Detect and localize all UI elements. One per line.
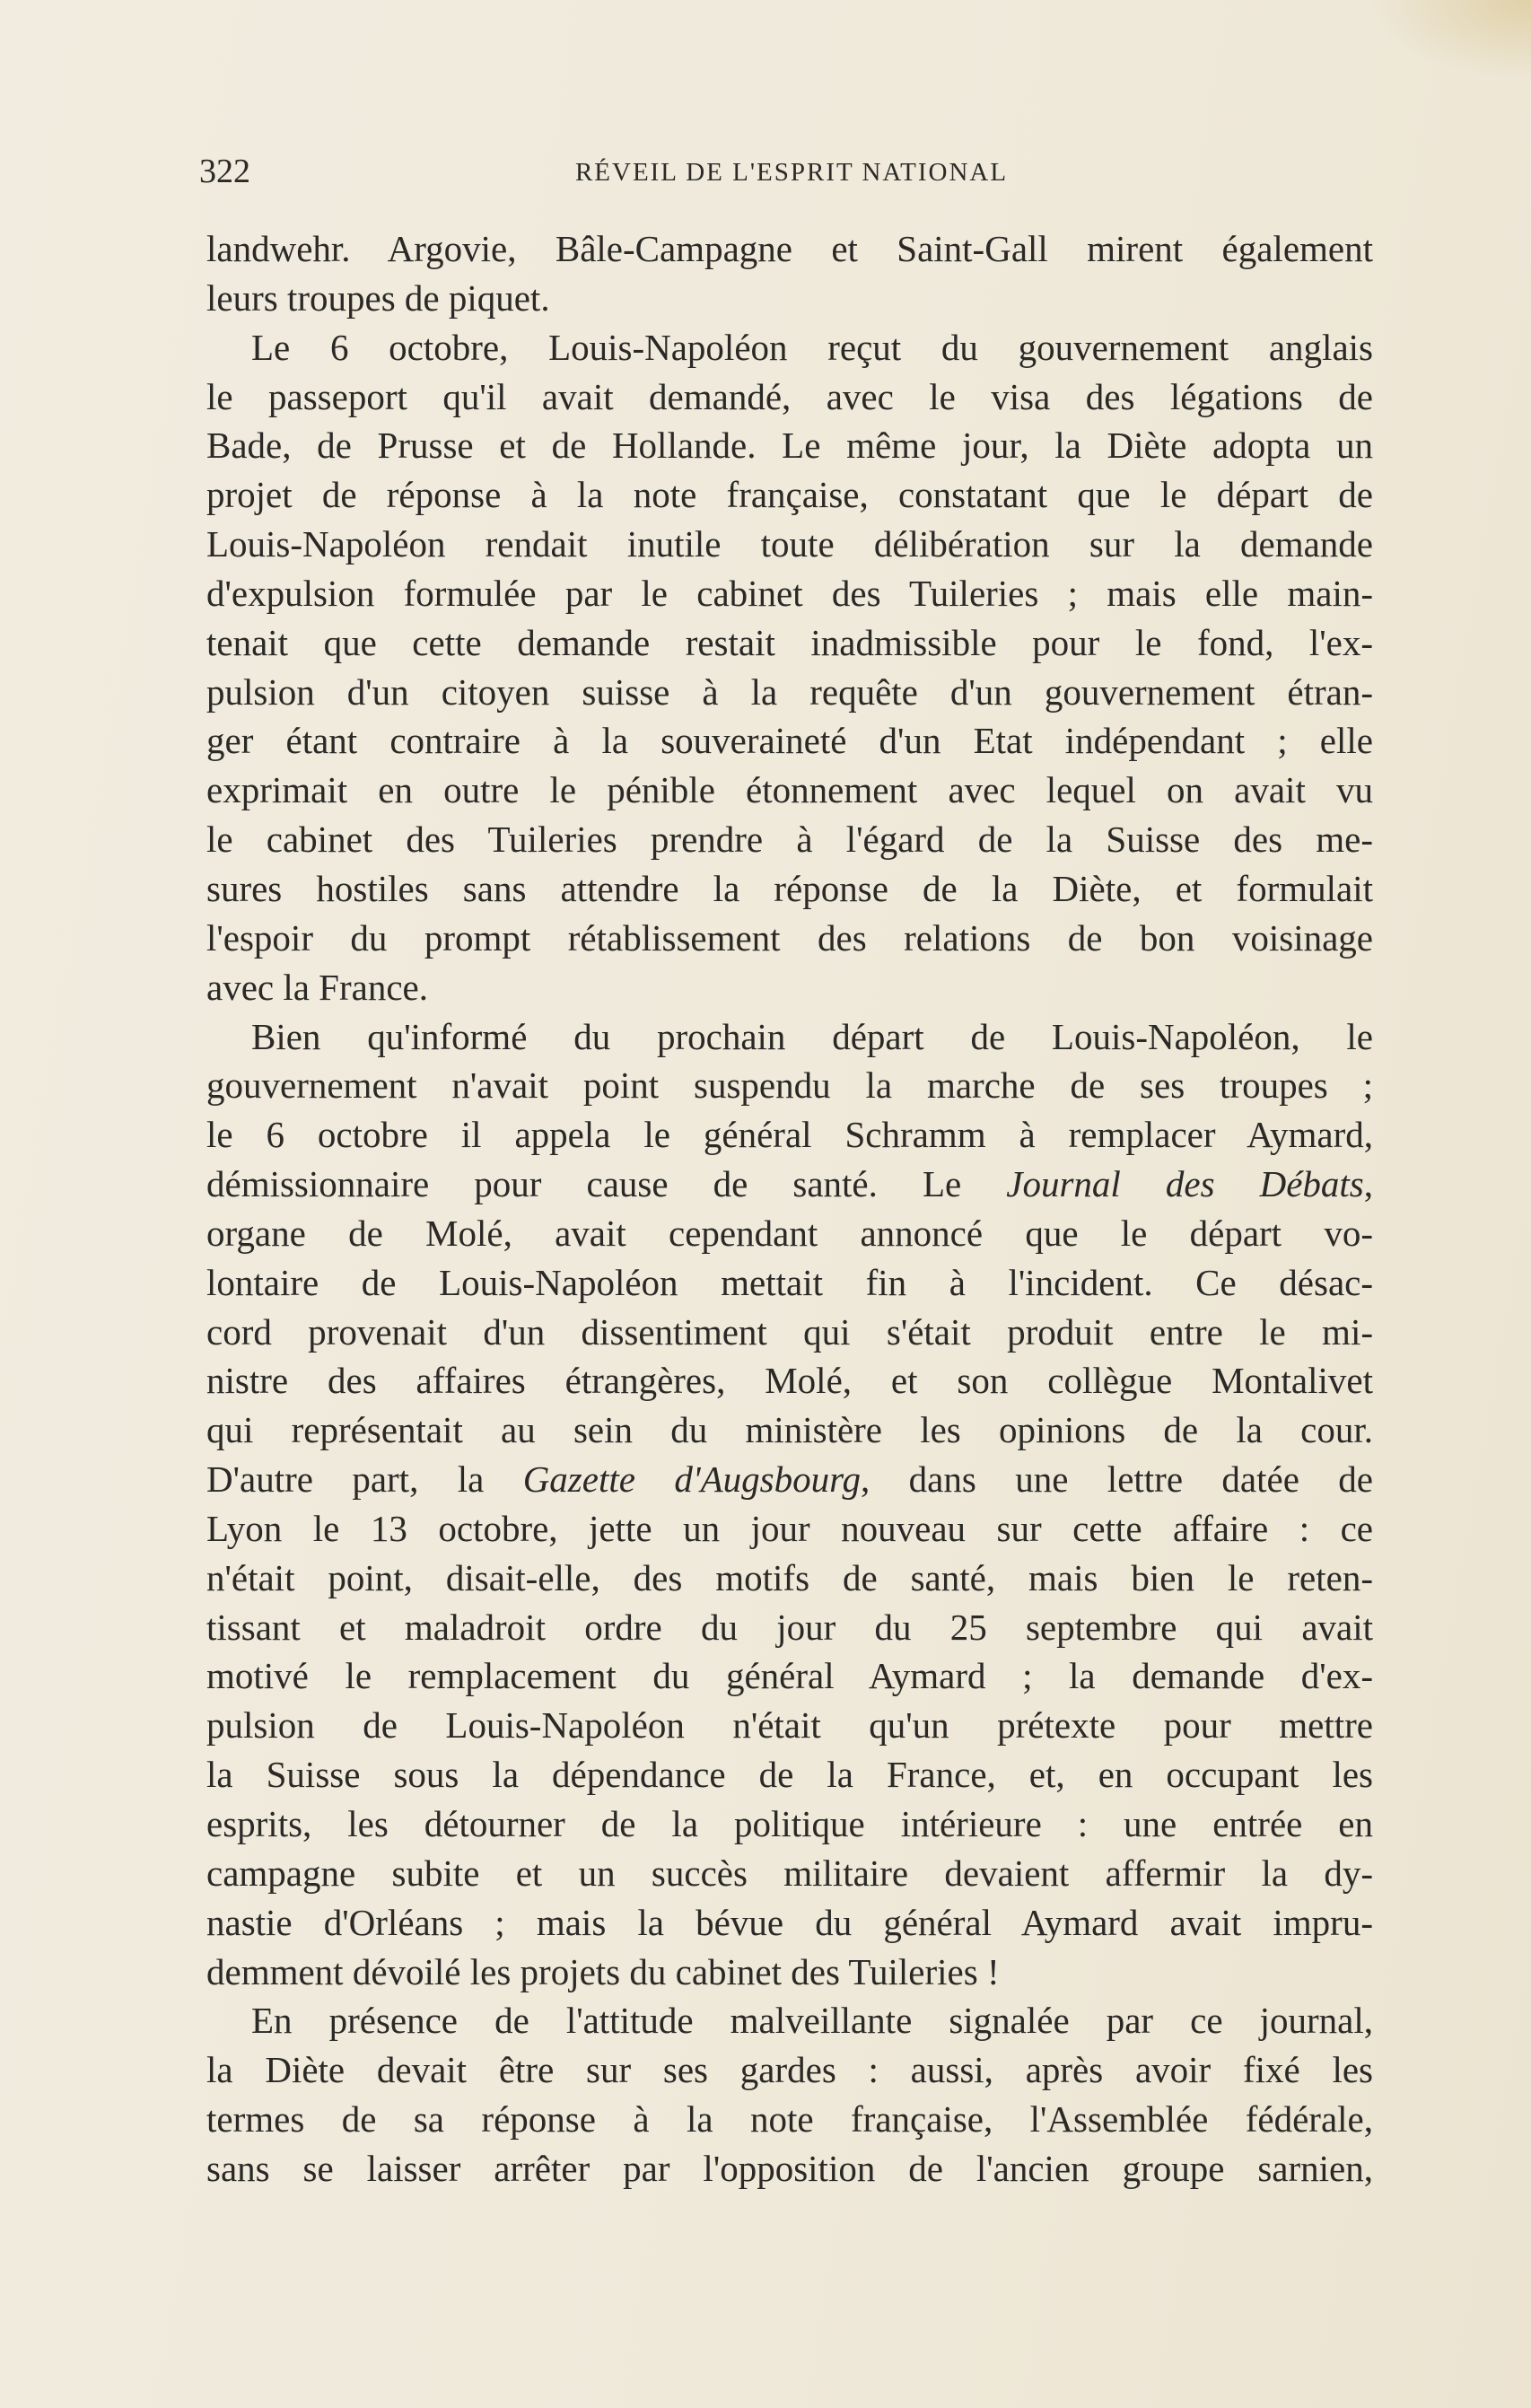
text-line: lontaire de Louis-Napoléon mettait fin à l'incident. Ce désac- [206, 1261, 1373, 1303]
text-line: avec la France. [206, 966, 428, 1008]
journal-title: Gazette d'Augsbourg [522, 1458, 862, 1501]
text-line: motivé le remplacement du général Aymard ; la demande d'ex- [206, 1655, 1373, 1697]
text-line: sures hostiles sans attendre la réponse de la Diète, et formulait [206, 867, 1373, 909]
text-line: nistre des affaires étrangères, Molé, et son collègue Montalivet [206, 1360, 1373, 1402]
text-line: gouvernement n'avait point suspendu la marche de ses troupes ; [206, 1064, 1373, 1107]
text-line [206, 1455, 1373, 1504]
text-line: Louis-Napoléon rendait inutile toute délibération sur la demande [206, 523, 1373, 565]
text-line: landwehr. Argovie, Bâle-Campagne et Saint-Gall mirent également [206, 228, 1373, 269]
text-line: leurs troupes de piquet. [206, 276, 550, 319]
text-line: termes de sa réponse à la note française, l'Assemblée fédérale, [206, 2098, 1373, 2141]
text-line: qui représentait au sein du ministère les opinions de la cour. [206, 1409, 1373, 1451]
text-line: Bien qu'informé du prochain départ de Louis-Napoléon, le [251, 1015, 1373, 1057]
text-line: En présence de l'attitude malveillante signalée par ce journal, [251, 2000, 1373, 2042]
page-number: 322 [199, 153, 250, 190]
text-line: demment dévoilé les projets du cabinet des Tuileries ! [206, 1950, 1000, 1992]
page-header [199, 151, 1375, 192]
text-body [206, 224, 1373, 2193]
text-line: tenait que cette demande restait inadmissible pour le fond, l'ex- [206, 621, 1373, 663]
text-line: le cabinet des Tuileries prendre à l'égard de la Suisse des me- [206, 819, 1373, 861]
text-line: Le 6 octobre, Louis-Napoléon reçut du gouvernement anglais [251, 326, 1373, 368]
paper-stain [1369, 0, 1531, 81]
text-line: ger étant contraire à la souveraineté d'un Etat indépendant ; elle [206, 720, 1373, 762]
text-line: pulsion d'un citoyen suisse à la requête d'un gouvernement étran- [206, 670, 1373, 713]
journal-title: Journal des Débats [1006, 1163, 1364, 1205]
text-line: nastie d'Orléans ; mais la bévue du général Aymard avait impru- [206, 1901, 1373, 1943]
text-segment: D'autre part, la [206, 1458, 523, 1501]
text-line: esprits, les détourner de la politique intérieure : une entrée en [206, 1803, 1373, 1844]
text-line: la Diète devait être sur ses gardes : aussi, après avoir fixé les [206, 2049, 1373, 2091]
text-line: Lyon le 13 octobre, jette un jour nouveau sur cette affaire : ce [206, 1507, 1373, 1549]
text-line: d'expulsion formulée par le cabinet des Tuileries ; mais elle main- [206, 572, 1373, 614]
text-segment: démissionnaire pour cause de santé. Le [206, 1163, 1007, 1205]
text-segment: , dans une lettre datée de [861, 1458, 1373, 1501]
text-line: la Suisse sous la dépendance de la France, et, en occupant les [206, 1754, 1373, 1796]
text-line: l'espoir du prompt rétablissement des relations de bon voisinage [206, 916, 1373, 959]
text-line: pulsion de Louis-Napoléon n'était qu'un prétexte pour mettre [206, 1704, 1373, 1747]
text-line: n'était point, disait-elle, des motifs de santé, mais bien le reten- [206, 1556, 1373, 1598]
text-line: organe de Molé, avait cependant annoncé que le départ vo- [206, 1212, 1373, 1254]
text-line: projet de réponse à la note française, constatant que le départ de [206, 474, 1373, 516]
text-line: exprimait en outre le pénible étonnement avec lequel on avait vu [206, 769, 1373, 811]
text-segment: , [1363, 1163, 1373, 1205]
text-line: cord provenait d'un dissentiment qui s'était produit entre le mi- [206, 1310, 1373, 1353]
text-line: sans se laisser arrêter par l'opposition de l'ancien groupe sarnien, [206, 2147, 1373, 2189]
text-line: tissant et maladroit ordre du jour du 25 septembre qui avait [206, 1606, 1373, 1648]
text-line: le 6 octobre il appela le général Schramm à remplacer Aymard, [206, 1114, 1373, 1156]
text-line [206, 1160, 1373, 1209]
running-title: RÉVEIL DE L'ESPRIT NATIONAL [574, 158, 1009, 187]
text-line: le passeport qu'il avait demandé, avec le visa des légations de [206, 375, 1373, 417]
text-line: Bade, de Prusse et de Hollande. Le même jour, la Diète adopta un [206, 425, 1373, 467]
text-line: campagne subite et un succès militaire devaient affermir la dy- [206, 1852, 1373, 1894]
